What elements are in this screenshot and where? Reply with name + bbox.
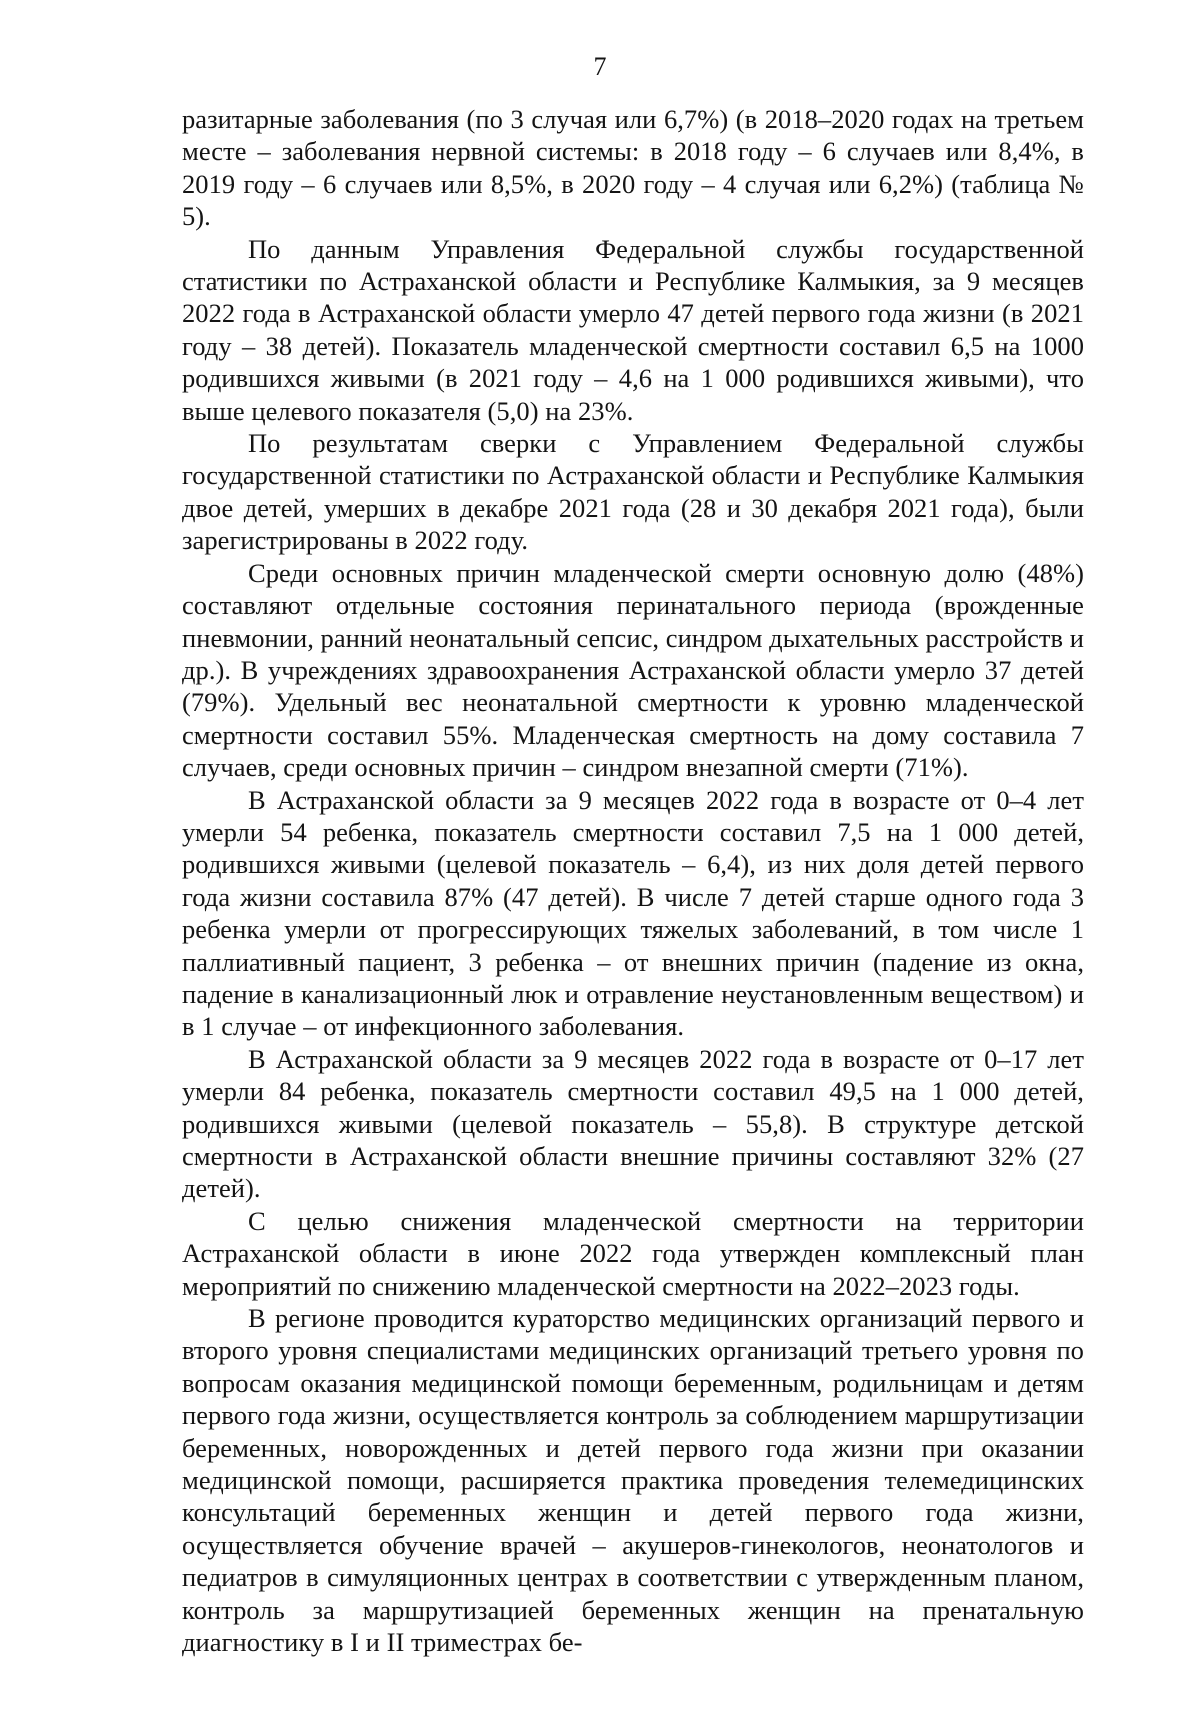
paragraph-infant-mortality-statistics: По данным Управления Федеральной службы государственной статистики по Астраханской области и Республике Калмыкия, за 9 месяцев 2022 года в Астраханской области умерло 47 детей первого года жизни (в 2021 году – 38 детей). Показатель младенческой смертности составил 6,5 на 1000 родившихся живыми (в 2021 году – 4,6 на 1 000 родившихся живыми), что выше целевого показателя (5,0) на 23%. bbox=[182, 233, 1084, 426]
paragraph-action-plan: С целью снижения младенческой смертности на территории Астраханской области в июне 2022 года утвержден комплексный план мероприятий по снижению младенческой смертности на 2022–2023 годы. bbox=[182, 1205, 1084, 1301]
paragraph-mortality-0-17: В Астраханской области за 9 месяцев 2022 года в возрасте от 0–17 лет умерли 84 ребенка, показатель смертности составил 49,5 на 1 000 детей, родившихся живыми (целевой показатель – 55,8). В структуре детской смертности в Астраханской области внешние причины составляют 32% (27 детей). bbox=[182, 1043, 1084, 1204]
paragraph-regional-measures: В регионе проводится кураторство медицинских организаций первого и второго уровня специалистами медицинских организаций третьего уровня по вопросам оказания медицинской помощи беременным, родильницам и детям первого года жизни, осуществляется контроль за соблюдением маршрутизации беременных, новорожденных и детей первого года жизни при оказании медицинской помощи, расширяется практика проведения телемедицинских консультаций беременных женщин и детей первого года жизни, осуществляется обучение врачей – акушеров-гинекологов, неонатологов и педиатров в симуляционных центрах в соответствии с утвержденным планом, контроль за маршрутизацией беременных женщин на пренатальную диагностику в I и II триместрах бе- bbox=[182, 1303, 1084, 1658]
page-number: 7 bbox=[593, 52, 607, 81]
paragraph-continuation: разитарные заболевания (по 3 случая или 6,7%) (в 2018–2020 годах на третьем месте – заболевания нервной системы: в 2018 году – 6 случаев или 8,4%, в 2019 году – 6 случаев или 8,5%, в 2020 году – 4 случая или 6,2%) (таблица № 5). bbox=[182, 104, 1084, 232]
paragraph-causes-of-death: Среди основных причин младенческой смерти основную долю (48%) составляют отдельные состояния перинатального периода (врожденные пневмонии, ранний неонатальный сепсис, синдром дыхательных расстройств и др.). В учреждениях здравоохранения Астраханской области умерло 37 детей (79%). Удельный вес неонатальной смертности к уровню младенческой смертности составил 55%. Младенческая смертность на дому составила 7 случаев, среди основных причин – синдром внезапной смерти (71%). bbox=[182, 557, 1084, 783]
document-body bbox=[182, 103, 1084, 1659]
paragraph-mortality-0-4: В Астраханской области за 9 месяцев 2022 года в возрасте от 0–4 лет умерли 54 ребенка, показатель смертности составил 7,5 на 1 000 детей, родившихся живыми (целевой показатель – 6,4), из них доля детей первого года жизни составила 87% (47 детей). В числе 7 детей старше одного года 3 ребенка умерли от прогрессирующих тяжелых заболеваний, в том числе 1 паллиативный пациент, 3 ребенка – от внешних причин (падение из окна, падение в канализационный люк и отравление неустановленным веществом) и в 1 случае – от инфекционного заболевания. bbox=[182, 784, 1084, 1042]
paragraph-registration-reconciliation: По результатам сверки с Управлением Федеральной службы государственной статистики по Астраханской области и Республике Калмыкия двое детей, умерших в декабре 2021 года (28 и 30 декабря 2021 года), были зарегистрированы в 2022 году. bbox=[182, 428, 1084, 556]
